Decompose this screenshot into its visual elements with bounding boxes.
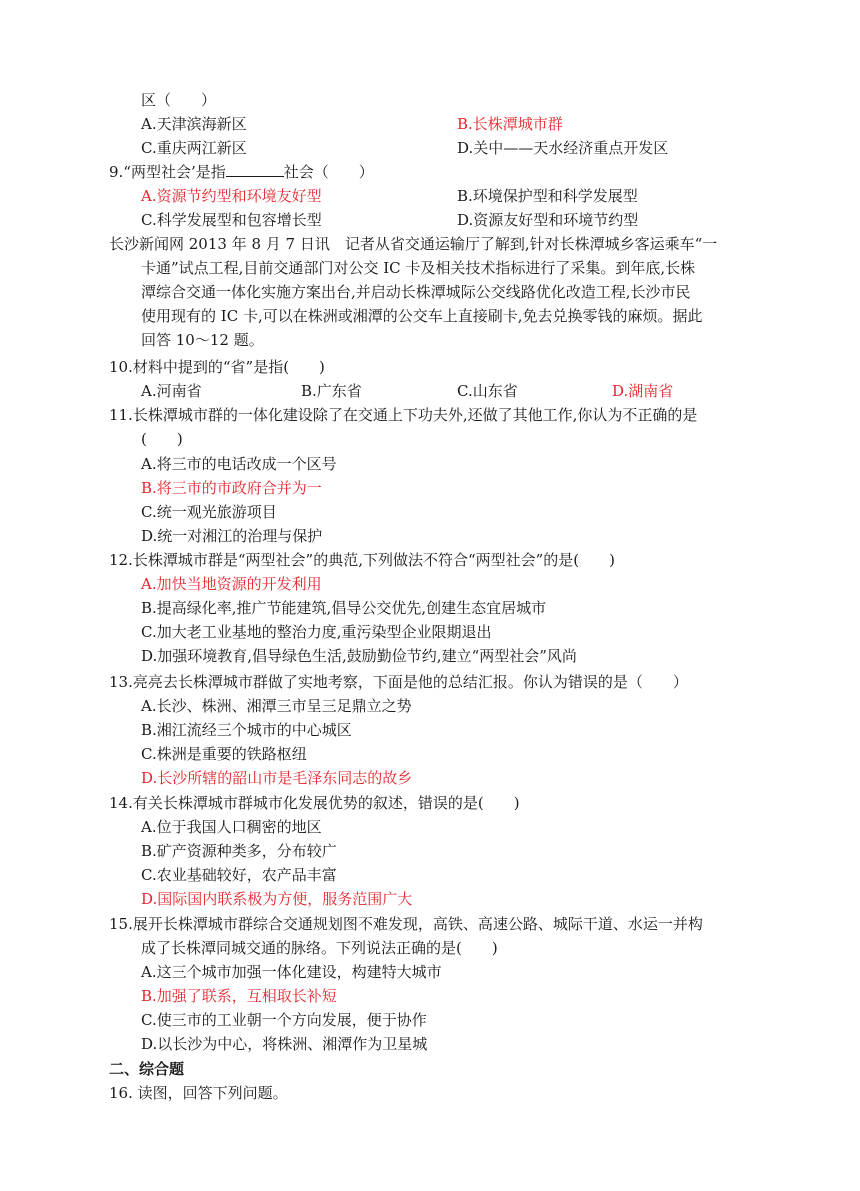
q12-option-c: C.加大老工业基地的整治力度,重污染型企业限期退出 bbox=[141, 623, 492, 641]
passage-line-5: 回答 10～12 题。 bbox=[141, 331, 264, 349]
passage-line-1: 长沙新闻网 2013 年 8 月 7 日讯 记者从省交通运输厅了解到,针对长株潭城乡客运乘车“一 bbox=[109, 235, 718, 253]
q13-option-d: D.长沙所辖的韶山市是毛泽东同志的故乡 bbox=[141, 769, 413, 787]
q15-stem-continuation: 成了长株潭同城交通的脉络。下列说法正确的是( ) bbox=[141, 939, 498, 957]
q9-option-c: C.科学发展型和包容增长型 bbox=[141, 211, 322, 229]
q15-option-b: B.加强了联系，互相取长补短 bbox=[141, 987, 337, 1005]
q15-option-a: A.这三个城市加强一体化建设，构建特大城市 bbox=[141, 963, 442, 981]
q8-option-a: A.天津滨海新区 bbox=[141, 115, 247, 133]
passage-line-4: 使用现有的 IC 卡,可以在株洲或湘潭的公交车上直接刷卡,免去兑换零钱的麻烦。据此 bbox=[141, 307, 703, 325]
q10-option-c: C.山东省 bbox=[457, 382, 518, 400]
q8-option-b: B.长株潭城市群 bbox=[457, 115, 563, 133]
q9-option-d: D.资源友好型和环境节约型 bbox=[457, 211, 639, 229]
passage-line-2: 卡通”试点工程,目前交通部门对公交 IC 卡及相关技术指标进行了采集。到年底,长株 bbox=[141, 259, 696, 277]
q9-option-b: B.环境保护型和科学发展型 bbox=[457, 187, 638, 205]
q14-option-a: A.位于我国人口稠密的地区 bbox=[141, 818, 322, 836]
q9-stem bbox=[109, 161, 374, 183]
q9-option-a: A.资源节约型和环境友好型 bbox=[141, 187, 322, 205]
passage-line-3: 潭综合交通一体化实施方案出台,并启动长株潭城际公交线路优化改造工程,长沙市民 bbox=[141, 283, 691, 301]
q9-stem-prefix: 9.“两型社会’是指 bbox=[109, 163, 226, 181]
q8-option-d: D.关中——天水经济重点开发区 bbox=[457, 139, 669, 157]
q14-option-c: C.农业基础较好，农产品丰富 bbox=[141, 866, 337, 884]
q14-stem: 14.有关长株潭城市群城市化发展优势的叙述，错误的是( ) bbox=[109, 794, 520, 812]
q10-option-d: D.湖南省 bbox=[612, 382, 674, 400]
q13-option-c: C.株洲是重要的铁路枢纽 bbox=[141, 745, 307, 763]
q10-option-a: A.河南省 bbox=[141, 382, 202, 400]
q8-option-c: C.重庆两江新区 bbox=[141, 139, 247, 157]
q14-option-d: D.国际国内联系极为方便，服务范围广大 bbox=[141, 890, 413, 908]
q13-option-a: A.长沙、株洲、湘潭三市呈三足鼎立之势 bbox=[141, 697, 412, 715]
q13-stem: 13.亮亮去长株潭城市群做了实地考察，下面是他的总结汇报。你认为错误的是（ ） bbox=[109, 673, 688, 691]
section-heading: 二、综合题 bbox=[109, 1060, 185, 1078]
q10-stem: 10.材料中提到的“省”是指( ) bbox=[109, 358, 325, 376]
q11-stem-continuation: ( ) bbox=[141, 430, 183, 448]
q13-option-b: B.湘江流经三个城市的中心城区 bbox=[141, 721, 352, 739]
q15-stem: 15.展开长株潭城市群综合交通规划图不难发现，高铁、高速公路、城际干道、水运一并构 bbox=[109, 915, 703, 933]
q12-stem: 12.长株潭城市群是“两型社会”的典范,下列做法不符合“两型社会”的是( ) bbox=[109, 551, 616, 569]
q12-option-a: A.加快当地资源的开发利用 bbox=[141, 575, 322, 593]
q16-stem: 16. 读图，回答下列问题。 bbox=[109, 1084, 288, 1102]
q15-option-d: D.以长沙为中心，将株洲、湘潭作为卫星城 bbox=[141, 1035, 428, 1053]
q10-option-b: B.广东省 bbox=[301, 382, 362, 400]
q11-stem: 11.长株潭城市群的一体化建设除了在交通上下功夫外,还做了其他工作,你认为不正确的是 bbox=[109, 406, 698, 424]
q11-option-c: C.统一观光旅游项目 bbox=[141, 503, 277, 521]
q11-option-a: A.将三市的电话改成一个区号 bbox=[141, 455, 337, 473]
q15-option-c: C.使三市的工业朝一个方向发展，便于协作 bbox=[141, 1011, 427, 1029]
q9-stem-suffix: 社会（ ） bbox=[283, 163, 374, 181]
q12-option-b: B.提高绿化率,推广节能建筑,倡导公交优先,创建生态宜居城市 bbox=[141, 599, 547, 617]
q11-option-d: D.统一对湘江的治理与保护 bbox=[141, 527, 323, 545]
q11-option-b: B.将三市的市政府合并为一 bbox=[141, 479, 322, 497]
q12-option-d: D.加强环境教育,倡导绿色生活,鼓励勤俭节约,建立“两型社会”风尚 bbox=[141, 647, 577, 665]
q8-stem-continuation: 区（ ） bbox=[141, 91, 217, 109]
q9-fill-blank bbox=[226, 162, 284, 177]
q14-option-b: B.矿产资源种类多，分布较广 bbox=[141, 842, 337, 860]
